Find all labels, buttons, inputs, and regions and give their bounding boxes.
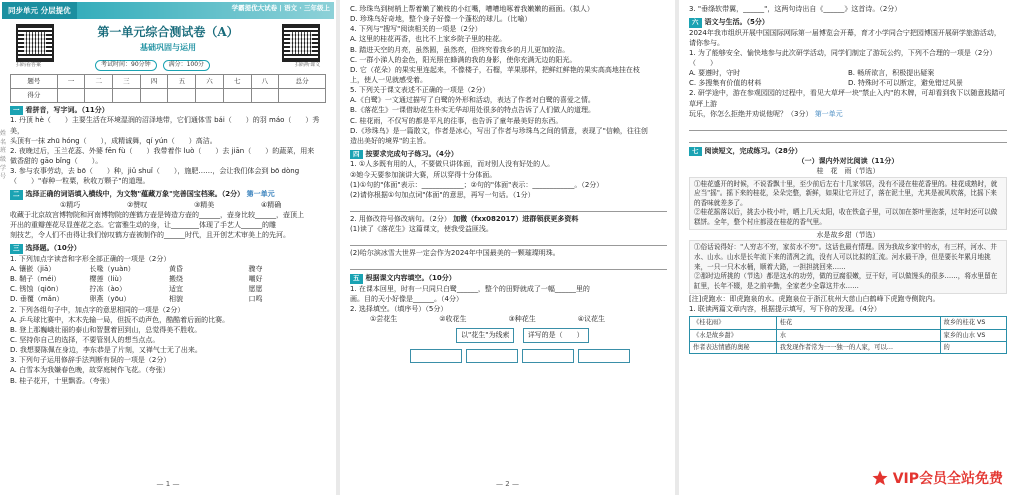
page2-content [350,4,667,363]
section-5-heading: 五 根据课文内容填空。（10分） [350,273,667,283]
score-header-cell: 三 [113,75,141,89]
s2-line: 刻技艺，令人们不由得让我们惊叹鹤方壶被制作的______时代，且开创艺术审美上的先河。 [10,231,290,240]
header-tab: 同步单元 分层提优 [2,2,77,19]
s2-line: 收藏于北京故宫博物院和河南博物院的莲鹤方壶是铸造方壶的______，壶身比较______，壶顶上 [10,210,304,219]
s5-diagram [350,328,667,342]
answer-line[interactable] [689,121,1007,131]
s2-options: ①精巧 ②赞叹 ③精美 ④精确 [60,200,282,209]
score-header-cell: 总分 [279,75,326,89]
p2-line: 上，使人一见就感受着。 [350,75,427,84]
section-4-heading: 四 按要求完成句子练习。（4分） [350,149,667,159]
p2-line: A. 这里的桂花再香，也比不上家乡院子里的桂花。 [350,35,507,44]
p2-line: B.《落花生》一课借助花生朴实无华却用处很多的特点告诉了人们做人的道理。 [350,106,596,115]
p2-line: 造出美好的境界"的主旨。 [350,136,431,145]
qr-right-label: 扫码听课文 [294,62,320,68]
poem-title: 桂 花 雨（节选） [816,167,880,176]
page-header-band [2,2,334,19]
s5-chip: 以"花生"为线索 [456,328,514,342]
s1-line: 头顶有一抹 zhū hóng（ ），成精诚舞，qí yún（ ）高洁。 [10,136,217,145]
score-cell[interactable] [113,89,141,103]
exam-meta [95,60,214,71]
s4-line: (1)①句的"体面"表示：____________；②句的"体面"表示：____________。（2分） [350,180,604,189]
exam-score: 满分：100分 [163,60,210,71]
score-cell[interactable] [140,89,168,103]
p2-line: 4. 下列与"搜写"阅读相关的一项是（2分） [350,25,482,34]
score-cell[interactable] [251,89,279,103]
p2-line: B. 踏进天空的月亮，虽然圆，虽然亮，但终究看我乡的月儿更加皎洁。 [350,45,570,54]
vip-watermark-text: VIP会员全站免费 [892,471,1003,487]
unit-link[interactable]: 第一单元 [246,190,275,199]
s6-line: 玩乐，你怎么拒绝并劝说他呢？（3分） 第一单元 [689,109,843,118]
score-cell[interactable] [57,89,85,103]
qr-left-label: 扫码看答案 [16,62,42,68]
note: [注]虎跑水：即虎跑泉的水。虎跑泉位于浙江杭州大慈山白鹤峰下虎跑寺侧院内。 [689,295,940,304]
answer-box[interactable] [410,349,462,363]
cmp-cell: 的 [940,341,1006,353]
p2-line: C. 珍珠鸟到树梢上帮着嫩了嫩枝的小红嘴，嘈嘈地啄着我嫩嫩的画面。（拟人） [350,5,594,13]
p2-line: C. 桂花雨，不仅写的都是平凡的往事，也告诉了童年最美好的东西。 [350,116,563,125]
s5-line: 2. 选择填空。（填序号）（5分） [350,305,448,314]
exam-time: 考试时间：90分钟 [95,60,157,71]
s6-options: A. 要遵时，守时 B. 畅所欲言，积极提出疑案 C. 多搜集有价值的材料 D. 特殊时不可以断定，避免错过风景 [689,69,963,88]
s4-line: (2)请你根据①句加点词"体面"的意思，再写一句话。（1分） [350,190,535,199]
p2-line: C. 一群小涕人的金色，阳光照在蜂满的我的身影，使你充满无边的阳光。 [350,55,577,64]
promo-text: 加微（fxx082017）进群领获更多资料 [453,214,579,223]
vip-watermark[interactable] [865,467,1009,489]
page-3 [679,0,1015,495]
qr-code-left-icon [16,24,54,62]
section-7-heading: 七 阅读短文，完成练习。（28分） [689,146,1007,156]
score-cell[interactable] [168,89,196,103]
s4-line: ②她今天要参加演讲大赛，所以穿得十分体面。 [350,170,497,179]
p2-line: D. 它（花朵）的果实里连起来，不像楼子，石榴，苹果那样，把鲜红鲜艳的果实高高地挂在枝 [350,65,640,74]
s5-line: 画。目的天小好像是______。（4分） [350,294,463,303]
p2-line: A.《白鹭》一文通过描写了白鹭的外形和活动，表达了作者对白鹭的喜爱之情。 [350,96,595,105]
p2-line: D. 珍珠鸟好奇地，整个身子好像一个蓬松的球儿。（比喻） [350,15,532,24]
answer-box[interactable] [466,349,518,363]
s4-question: 2. 用修改符号修改病句。（2分） 加微（fxx082017）进群领获更多资料 [350,214,579,223]
s7-question: 1. 联读两篇文章内容，根据提示填写，写下你的发现。（4分） [689,305,881,314]
side-margin-label: 姓名 班级 学号 [0,130,7,181]
s1-line: 做香甜的 gāo bǐng（ ）。 [10,156,103,165]
s4-line: (2)哈尔滨冰雪大世界一定会作为2024年中国最美的一颗璀璨明珠。 [350,249,560,258]
unit-link[interactable]: 第一单元 [814,109,843,118]
s3-option: B. 桂子花开，十里飘香。（夸张） [10,376,114,385]
s5-options: ①尝花生 ②收花生 ③种花生 ④议花生 [370,315,606,324]
poem-title: 水是故乡甜（节选） [816,231,880,240]
cmp-cell: 我发现作者常为一一独一的人家，可以… [776,341,940,353]
s3-option: C. 坚持你自己的选择，不要管别人的想当点点。 [10,335,160,344]
s3-question: 1. 下列加点字读音和字形全部正确的一项是（2分） [10,254,171,263]
score-header-cell: 七 [223,75,251,89]
section-1-heading: 一 看拼音，写字词。（11分） [10,105,328,115]
score-cell[interactable] [196,89,224,103]
cmp-cell: 桂花 [776,317,940,329]
score-header-cell: 八 [251,75,279,89]
answer-line[interactable] [350,202,667,212]
score-header-cell: 二 [85,75,113,89]
star-icon [871,469,889,487]
s6-line: 1. 为了能够安全、愉快地参与此次研学活动，同学们制定了游玩公约，下列不合理的一项是（2分）（ ） [689,48,997,67]
page-2 [340,0,675,495]
section-6-heading: 六 语文与生活。（5分） [689,17,1007,27]
answer-line[interactable] [689,133,1007,143]
answer-box[interactable] [522,349,574,363]
p2-line: 5. 下列关于课文表述不正确的一项是（2分） [350,86,490,95]
p2-line: D.《珍珠鸟》是一篇散文，作者是冰心，写出了作者与珍珠鸟之间的情意，表现了"信赖，往往创 [350,126,648,135]
score-header-cell: 四 [140,75,168,89]
comparison-table [689,316,1007,353]
s1-line: 3. 参与农事劳动，去 bō（ ）种，jiǔ shuǐ（ ），施肥……，会让我们体会到 bō dòng [10,167,300,176]
cmp-cell: 《水是故乡甜》 [690,329,777,341]
qr-code-right-icon [282,24,320,62]
s2-line: 开出的重瓣莲花尽显莲花之态。它富雅生动的身，让________体现了手艺人______的雕 [10,221,276,230]
cmp-cell: 《桂花雨》 [690,317,777,329]
p3-line: 3. "垂绦软带翼，______"，这两句诗出自《______》这首诗。（2分） [689,5,902,13]
answer-line[interactable] [350,236,667,246]
page3-content [689,4,1007,354]
page1-content [10,102,328,386]
page-subtitle: 基础巩固与运用 [140,43,196,52]
s3-option: A. 白雪本为我嫌春色晚，故穿庭树作飞花。（夸张） [10,366,170,375]
reading-passage-1: ①桂花盛开的时候，不说香飘十里，至少前后左右十几家邻居，没有不浸在桂花香里的。桂花成熟时，就应当"摇"。摇下来的桂花，朵朵完整，新鲜，如果让它开过了，落在泥土里，尤其是被风吹落，比摇下来的香味就差多了。 ②桂花摇落以后，挑去小枝小叶，晒上几天太阳，收在铁盒子里，可以加在茶叶里泡茶，过年时还可以做糕饼。全年，整个村庄都浸在桂花的香气里。 [689,177,1007,231]
answer-box[interactable] [578,349,630,363]
s1-line: 1. 丹顶 hè（ ）主要生活在环境湿润的沼泽地带，它们通体雪 bái（ ）的羽 máo（ ）秀美， [10,116,320,135]
section-2-heading: 二 选择正确的词语填入横线中，为文物"蕴藏万象"完善国宝档案。（2分） 第一单元 [10,189,328,199]
score-header-cell: 六 [196,75,224,89]
s3-option: A. 乒乓球比赛中，木木先输一局，但扳不动声色，酷酷着后面的比赛。 [10,315,230,324]
score-cell[interactable] [223,89,251,103]
score-cell[interactable] [85,89,113,103]
score-header-cell: 一 [57,75,85,89]
cmp-cell: 家乡的山水 VS [940,329,1006,341]
section-3-heading: 三 选择题。（10分） [10,243,328,253]
s5-answer-boxes [350,349,667,363]
s4-line: 1. ①人多既有用的人，不要做只讲体面，而对别人没有好处的人。 [350,160,555,169]
page-title: 第一单元综合测试卷（A） [97,25,239,39]
s5-chip: 详写的是（ ） [523,328,589,342]
page-1 [0,0,336,495]
s3-q1-options: A. 镶嵌（jiā） 长喙（yuàn） 黄昏 骤夺 B. 鞘子（méi） 樱莲（liù） 搬绕 嘲好 C. 锈蚀（qiōn） 拧冻（ào） 适宜 愿愿 D. 垂覆（mǎn） 卵燕（yōu） 相貌 口鸣 [10,264,263,304]
s3-option: B. 登上那巍峨壮丽的泰山和智慧着回到山，总觉得美不胜收。 [10,325,202,334]
score-header-cell: 题号 [11,75,58,89]
score-cell[interactable] [279,89,326,103]
score-row-label: 得分 [11,89,58,103]
s3-question: 3. 下列句子运用修辞手法判断有误的一项是（2分） [10,356,171,365]
answer-line[interactable] [350,260,667,270]
page-number: — 2 — [496,479,519,488]
s4-line: (1)读了《落花生》这篇课文，使我受益匪浅。 [350,225,493,234]
series-label: 学霸提优大试卷 | 语文 · 三年级上 [231,4,330,12]
s6-line: 2024年我市组织开展中国国际网际第一届博览会开幕，育才小学同合宁把园博国开展研学旅游活动，请你参与。 [689,28,1001,47]
cmp-cell: 作者表达情感的奥秘 [690,341,777,353]
s1-line: （ ）"春种一粒粟，秋收万颗子"的道理。 [10,177,150,186]
cmp-cell: 故乡的桂花 VS [940,317,1006,329]
s5-line: 1. 在课本回里，时有一只同只白鹭______，整个的田野就成了一幅______里的 [350,284,590,293]
reading-passage-2: ①俗话说得好："人穷志不穷，家贫水不穷"。这话也最有情理。因为我故乡家中的水，有三样，河水、井水、山水。山水是长年流下来的清冽之流，没有人可以比拟的汇流。河水最干净，但是要长年累月地挑来，一只一只木水桶，顺着大路，一担担挑回来…… ②那时边所挑的（节选）都是这水的功劳，做的豆腐很嫩，豆干好，可以做馒头的很多……，将水里留在缸里，长年不辍，是之前辛勤，全家老少全靠这井水…… [689,240,1007,294]
page-number: — 1 — [156,479,180,488]
s6-line: 2. 研学途中，游在参观园园的过程中，看见大草坪一块"禁止入内"的木牌，可却看到我下以随意践踏可草坪上游 [689,89,1006,108]
score-header-cell: 五 [168,75,196,89]
s1-line: 2. 夜晚过后，玉兰花蕊、外婆 fēn fù（ ）我带着作 luò（ ）去 jiān（ ）的蔬菜，用来 [10,146,315,155]
s7-subheading: （一）课内外对比阅读（11分） [797,157,899,166]
s3-question: 2. 下列各组句子中，加点字的意思相同的一项是（2分） [10,305,185,314]
cmp-cell: 水 [776,329,940,341]
score-table [10,74,326,103]
s3-option: D. 我想要陈佩在身边，李东恭是了片刻，又禅气士无了出来。 [10,346,202,355]
